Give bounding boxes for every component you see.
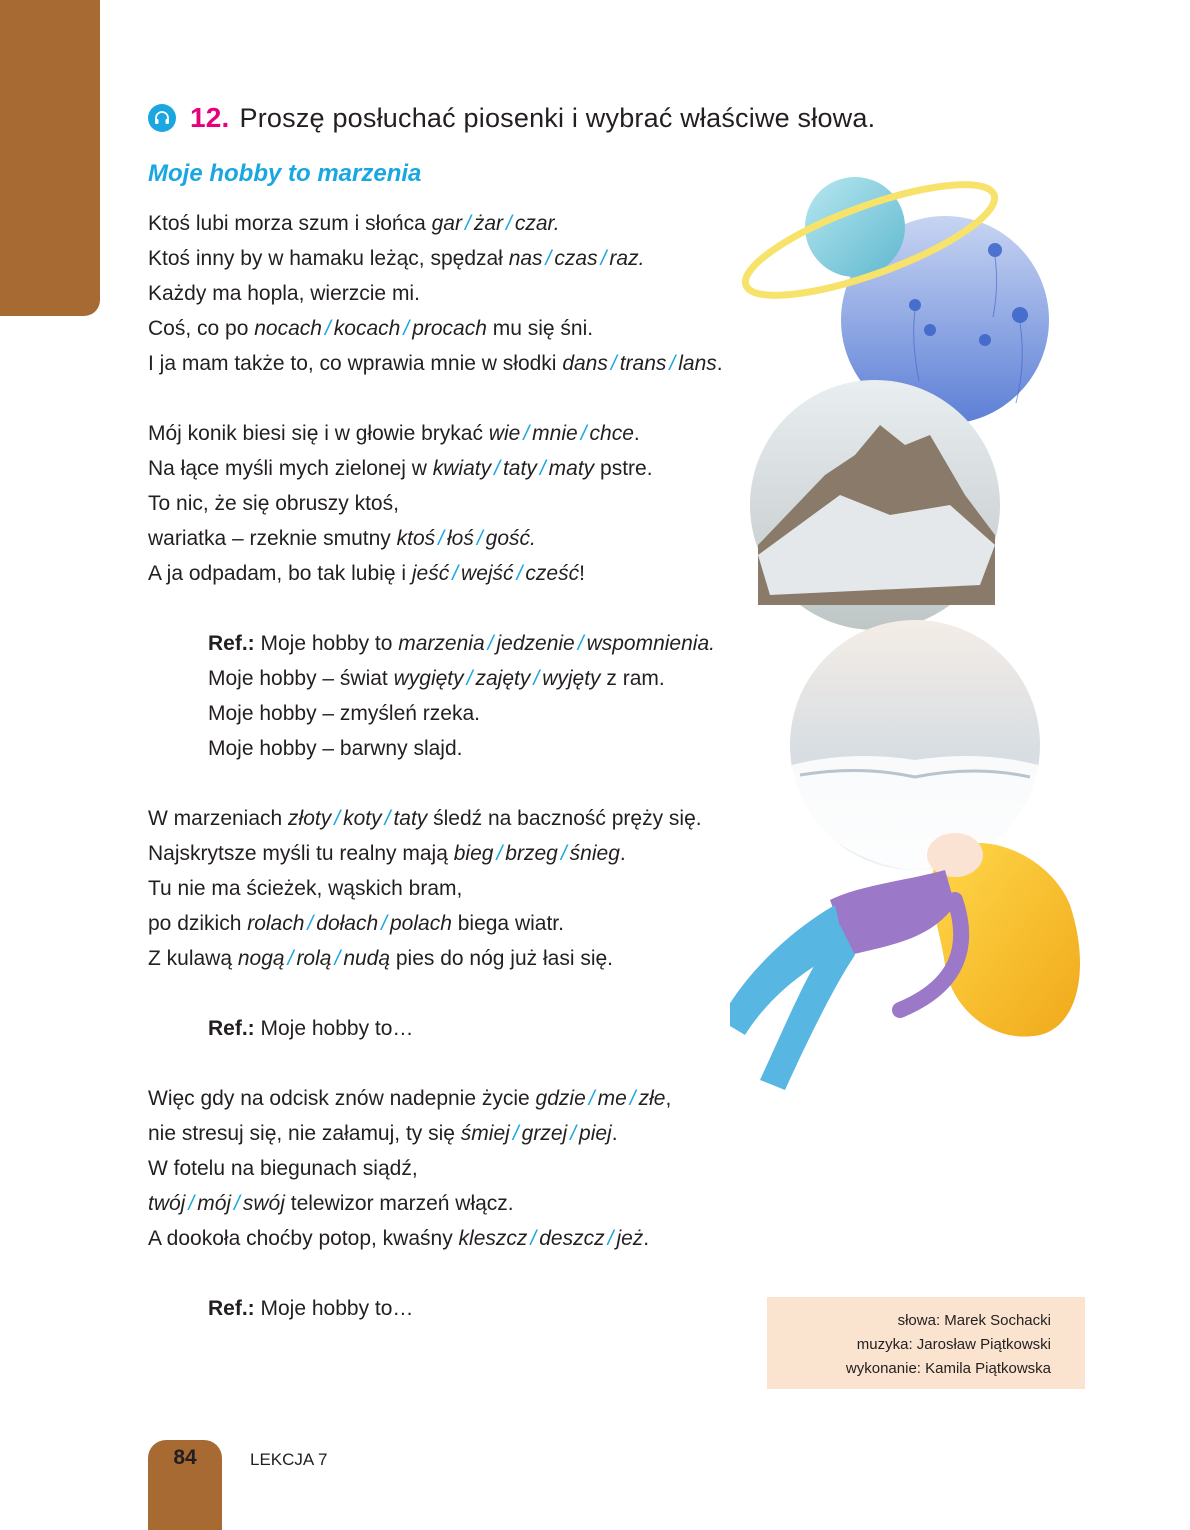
lyric-text: A ja odpadam, bo tak lubię i bbox=[148, 562, 412, 585]
option-separator: / bbox=[381, 912, 387, 935]
option-separator: / bbox=[464, 212, 471, 235]
lyric-text: nie stresuj się, nie załamuj, ty się bbox=[148, 1122, 461, 1145]
word-option[interactable]: kocach bbox=[333, 317, 401, 340]
stanza-gap bbox=[148, 591, 788, 626]
option-separator: / bbox=[560, 842, 567, 865]
option-separator: / bbox=[570, 1122, 577, 1145]
lyric-line bbox=[148, 451, 788, 486]
lyric-text: śledź na baczność pręży się. bbox=[427, 807, 702, 830]
refrain-line bbox=[148, 626, 788, 661]
lyric-text: W fotelu na biegunach siądź, bbox=[148, 1157, 418, 1180]
option-separator: / bbox=[487, 632, 494, 655]
lyric-text: pies do nóg już łasi się. bbox=[390, 947, 613, 970]
refrain-line bbox=[148, 1011, 788, 1046]
word-option[interactable]: wejść bbox=[461, 562, 514, 585]
lyric-line bbox=[148, 1151, 788, 1186]
refrain-line bbox=[148, 731, 788, 766]
word-option[interactable]: rolą bbox=[296, 947, 332, 970]
option-separator: / bbox=[629, 1087, 636, 1110]
exercise-instruction: Proszę posłuchać piosenki i wybrać właściwe słowa. bbox=[239, 102, 876, 133]
option-separator: / bbox=[466, 667, 473, 690]
word-option[interactable]: maty bbox=[548, 457, 595, 480]
word-option[interactable]: nudą bbox=[343, 947, 391, 970]
lyric-line bbox=[148, 486, 788, 521]
lyric-text: Tu nie ma ścieżek, wąskich bram, bbox=[148, 877, 463, 900]
lyric-text: telewizor marzeń włącz. bbox=[284, 1192, 514, 1215]
lyric-text: . bbox=[619, 842, 626, 865]
option-separator: / bbox=[334, 807, 341, 830]
word-option[interactable]: kwiaty bbox=[432, 457, 492, 480]
lyric-text: Każdy ma hopla, wierzcie mi. bbox=[148, 282, 420, 305]
word-option[interactable]: śmiej bbox=[460, 1122, 510, 1145]
lyric-text: Moje hobby to bbox=[254, 632, 399, 655]
word-option[interactable]: twój bbox=[148, 1192, 186, 1215]
song-credits bbox=[767, 1297, 1085, 1389]
word-option[interactable]: taty bbox=[502, 457, 537, 480]
song-lyrics bbox=[148, 206, 788, 1326]
refrain-line bbox=[148, 661, 788, 696]
lyric-line bbox=[148, 1221, 788, 1256]
word-option[interactable]: polach bbox=[390, 912, 452, 935]
lyric-text: . bbox=[611, 1122, 618, 1145]
word-option[interactable]: czas bbox=[554, 247, 598, 270]
stanza-gap bbox=[148, 381, 788, 416]
word-option[interactable]: śnieg bbox=[569, 842, 620, 865]
refrain-line bbox=[148, 696, 788, 731]
lyric-text: Moje hobby to… bbox=[254, 1017, 414, 1040]
option-separator: / bbox=[496, 842, 503, 865]
headphones-icon[interactable] bbox=[148, 104, 176, 132]
lyric-text: I ja mam także to, co wprawia mnie w słodki bbox=[148, 352, 563, 375]
option-separator: / bbox=[523, 422, 530, 445]
word-option[interactable]: swój bbox=[242, 1192, 285, 1215]
option-separator: / bbox=[287, 947, 294, 970]
credit-performer: wykonanie: Kamila Piątkowska bbox=[845, 1360, 1051, 1377]
song-title: Moje hobby to marzenia bbox=[148, 160, 422, 187]
lyric-line bbox=[148, 521, 788, 556]
lyric-text: z ram. bbox=[600, 667, 665, 690]
word-option[interactable]: bieg bbox=[453, 842, 494, 865]
lyric-text: . bbox=[633, 422, 640, 445]
lyric-text: Najskrytsze myśli tu realny mają bbox=[148, 842, 454, 865]
lyric-text: Więc gdy na odcisk znów nadepnie życie bbox=[148, 1087, 536, 1110]
word-option[interactable]: mnie bbox=[532, 422, 578, 445]
lyric-line bbox=[148, 276, 788, 311]
exercise-header bbox=[148, 98, 1048, 138]
option-separator: / bbox=[476, 527, 483, 550]
lyric-text: W marzeniach bbox=[148, 807, 289, 830]
word-option[interactable]: mój bbox=[197, 1192, 232, 1215]
option-separator: / bbox=[588, 1087, 595, 1110]
word-option[interactable]: deszcz bbox=[539, 1227, 605, 1250]
word-option[interactable]: wspomnienia. bbox=[586, 632, 715, 655]
word-option[interactable]: zajęty bbox=[475, 667, 531, 690]
lyric-text: A dookoła choćby potop, kwaśny bbox=[148, 1227, 459, 1250]
word-option[interactable]: brzeg bbox=[505, 842, 558, 865]
lyric-line bbox=[148, 906, 788, 941]
lyric-line bbox=[148, 416, 788, 451]
option-separator: / bbox=[452, 562, 459, 585]
option-separator: / bbox=[516, 562, 523, 585]
lyric-text: Z kulawą bbox=[148, 947, 238, 970]
option-separator: / bbox=[494, 457, 500, 480]
word-option[interactable]: łoś bbox=[446, 527, 474, 550]
word-option[interactable]: jedzenie bbox=[496, 632, 575, 655]
option-separator: / bbox=[334, 947, 341, 970]
option-separator: / bbox=[607, 1227, 614, 1250]
credit-music: muzyka: Jarosław Piątkowski bbox=[856, 1336, 1051, 1353]
word-option[interactable]: koty bbox=[343, 807, 382, 830]
dream-illustration bbox=[730, 165, 1110, 1165]
word-option[interactable]: nogą bbox=[237, 947, 285, 970]
lyric-text: Ktoś lubi morza szum i słońca bbox=[148, 212, 432, 235]
lyric-text: Ktoś inny by w hamaku leżąc, spędzał bbox=[148, 247, 509, 270]
lyric-line bbox=[148, 1081, 788, 1116]
lyric-line bbox=[148, 801, 788, 836]
option-separator: / bbox=[512, 1122, 519, 1145]
option-separator: / bbox=[539, 457, 546, 480]
lesson-label: LEKCJA 7 bbox=[250, 1450, 328, 1469]
stanza-gap bbox=[148, 1256, 788, 1291]
option-separator: / bbox=[600, 247, 607, 270]
word-option[interactable]: jeść bbox=[411, 562, 450, 585]
word-option[interactable]: procach bbox=[412, 317, 487, 340]
lyric-text: Moje hobby – zmyśleń rzeka. bbox=[208, 702, 480, 725]
word-option[interactable]: piej bbox=[579, 1122, 612, 1145]
word-option[interactable]: żar bbox=[473, 212, 503, 235]
lyric-text: wariatka – rzeknie smutny bbox=[148, 527, 397, 550]
word-option[interactable]: czar. bbox=[514, 212, 560, 235]
refrain-label: Ref.: bbox=[208, 632, 255, 655]
lyric-line bbox=[148, 556, 788, 591]
word-option[interactable]: lans bbox=[678, 352, 717, 375]
word-option[interactable]: rolach bbox=[247, 912, 305, 935]
lyric-text: mu się śni. bbox=[486, 317, 594, 340]
option-separator: / bbox=[580, 422, 587, 445]
lyric-line bbox=[148, 311, 788, 346]
option-separator: / bbox=[403, 317, 410, 340]
lyric-text: Moje hobby – barwny slajd. bbox=[208, 737, 463, 760]
lyric-text: ! bbox=[579, 562, 585, 585]
word-option[interactable]: taty bbox=[393, 807, 428, 830]
word-option[interactable]: gdzie bbox=[535, 1087, 586, 1110]
lyric-text: Na łące myśli mych zielonej w bbox=[148, 457, 433, 480]
lyric-line bbox=[148, 941, 788, 976]
option-separator: / bbox=[307, 912, 314, 935]
lyric-text: Coś, co po bbox=[148, 317, 255, 340]
credit-words: słowa: Marek Sochacki bbox=[897, 1312, 1051, 1329]
option-separator: / bbox=[188, 1192, 195, 1215]
lyric-text: . bbox=[643, 1227, 650, 1250]
refrain-label: Ref.: bbox=[208, 1017, 255, 1040]
word-option[interactable]: marzenia bbox=[398, 632, 485, 655]
word-option[interactable]: dołach bbox=[316, 912, 379, 935]
stanza-gap bbox=[148, 976, 788, 1011]
lyric-text: To nic, że się obruszy ktoś, bbox=[148, 492, 399, 515]
lyric-line bbox=[148, 1116, 788, 1151]
word-option[interactable]: dans bbox=[562, 352, 608, 375]
lyric-line bbox=[148, 836, 788, 871]
word-option[interactable]: grzej bbox=[521, 1122, 568, 1145]
word-option[interactable]: gar bbox=[431, 212, 462, 235]
lyric-line bbox=[148, 1186, 788, 1221]
stanza-gap bbox=[148, 766, 788, 801]
refrain-line bbox=[148, 1291, 788, 1326]
word-option[interactable]: złe bbox=[638, 1087, 666, 1110]
lyric-line bbox=[148, 241, 788, 276]
lyric-text: biega wiatr. bbox=[451, 912, 564, 935]
lyric-text: pstre. bbox=[594, 457, 653, 480]
word-option[interactable]: kleszcz bbox=[458, 1227, 528, 1250]
exercise-number: 12. bbox=[190, 102, 230, 133]
lyric-text: Moje hobby – świat bbox=[208, 667, 394, 690]
word-option[interactable]: nas bbox=[508, 247, 543, 270]
lyric-line bbox=[148, 346, 788, 381]
floating-girl bbox=[730, 833, 1080, 1090]
word-option[interactable]: nocach bbox=[254, 317, 322, 340]
lyric-text: Mój konik biesi się i w głowie brykać bbox=[148, 422, 489, 445]
option-separator: / bbox=[533, 667, 540, 690]
page-number: 84 bbox=[173, 1446, 197, 1469]
lyric-text: , bbox=[665, 1087, 672, 1110]
word-option[interactable]: wyjęty bbox=[542, 667, 601, 690]
option-separator: / bbox=[545, 247, 552, 270]
refrain-label: Ref.: bbox=[208, 1297, 255, 1320]
word-option[interactable]: cześć bbox=[525, 562, 580, 585]
chapter-side-tab bbox=[0, 0, 100, 316]
lyric-text: po dzikich bbox=[148, 912, 248, 935]
word-option[interactable]: wie bbox=[488, 422, 521, 445]
word-option[interactable]: trans bbox=[619, 352, 667, 375]
word-option[interactable]: złoty bbox=[288, 807, 332, 830]
lyric-line bbox=[148, 206, 788, 241]
word-option[interactable]: chce bbox=[589, 422, 634, 445]
lyric-line bbox=[148, 871, 788, 906]
word-option[interactable]: gość. bbox=[485, 527, 536, 550]
lyric-text: . bbox=[716, 352, 723, 375]
word-option[interactable]: raz. bbox=[609, 247, 645, 270]
option-separator: / bbox=[506, 212, 512, 235]
word-option[interactable]: ktoś bbox=[396, 527, 436, 550]
option-separator: / bbox=[438, 527, 444, 550]
option-separator: / bbox=[384, 807, 391, 830]
word-option[interactable]: me bbox=[597, 1087, 627, 1110]
option-separator: / bbox=[324, 317, 331, 340]
word-option[interactable]: wygięty bbox=[393, 667, 464, 690]
option-separator: / bbox=[577, 632, 584, 655]
stanza-gap bbox=[148, 1046, 788, 1081]
option-separator: / bbox=[234, 1192, 240, 1215]
option-separator: / bbox=[610, 352, 617, 375]
option-separator: / bbox=[669, 352, 676, 375]
lyric-text: Moje hobby to… bbox=[254, 1297, 414, 1320]
option-separator: / bbox=[530, 1227, 537, 1250]
word-option[interactable]: jeż bbox=[616, 1227, 644, 1250]
